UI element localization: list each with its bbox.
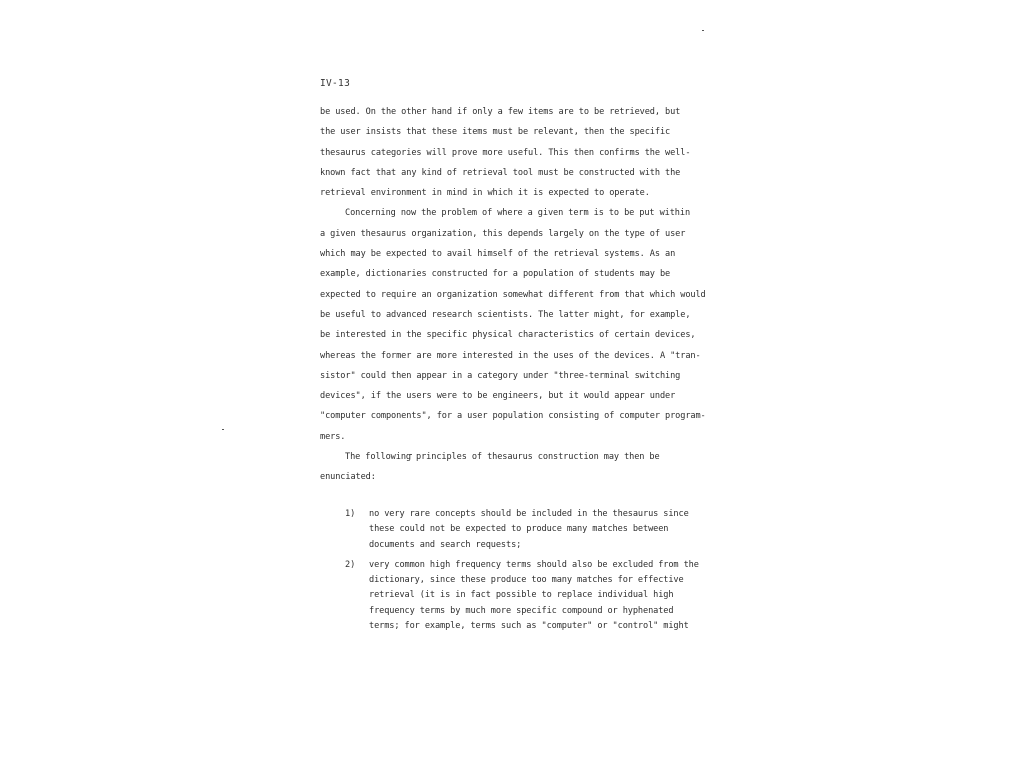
page-number: IV-13 <box>320 78 351 89</box>
text-line: the user insists that these items must be relevant, then the specific <box>320 127 671 138</box>
text-line: frequency terms by much more specific compound or hyphenated <box>369 605 674 616</box>
text-line: no very rare concepts should be included in the thesaurus since <box>369 509 689 519</box>
text-line: known fact that any kind of retrieval tool must be constructed with the <box>320 167 681 178</box>
scan-speck <box>702 30 704 31</box>
paragraph-1 <box>320 102 690 203</box>
text-line: example, dictionaries constructed for a population of students may be <box>320 269 671 280</box>
body-text <box>320 102 706 488</box>
text-line: whereas the former are more interested in the uses of the devices. A "tran- <box>320 350 701 361</box>
text-line: Concerning now the problem of where a given term is to be put within <box>345 208 691 219</box>
paragraph-2 <box>320 203 706 447</box>
text-line: devices", if the users were to be engineers, but it would appear under <box>320 391 676 402</box>
list-item-text <box>369 507 690 553</box>
text-line: retrieval (it is in fact possible to replace individual high <box>369 590 674 601</box>
text-line: documents and search requests; <box>369 539 522 550</box>
text-line: "computer components", for a user population consisting of computer program- <box>320 411 706 422</box>
text-line: enunciated: <box>320 472 376 483</box>
text-line: retrieval environment in mind in which it is expected to operate. <box>320 188 650 199</box>
text-line: these could not be expected to produce many matches between <box>369 524 669 535</box>
principles-list <box>345 507 699 639</box>
text-line: expected to require an organization somewhat different from that which would <box>320 289 706 300</box>
text-line: be useful to advanced research scientists. The latter might, for example, <box>320 309 691 320</box>
list-item <box>345 558 699 634</box>
text-line: The following principles of thesaurus construction may then be <box>345 452 660 463</box>
text-line: be interested in the specific physical characteristics of certain devices, <box>320 330 696 341</box>
list-item-text <box>369 558 699 634</box>
text-line: dictionary, since these produce too many matches for effective <box>369 575 684 586</box>
list-item-number: 2) <box>345 559 356 570</box>
list-item-number: 1) <box>345 509 356 519</box>
text-line: mers. <box>320 431 346 442</box>
list-item <box>345 507 690 553</box>
text-line: a given thesaurus organization, this depends largely on the type of user <box>320 228 686 239</box>
paragraph-3 <box>320 447 690 488</box>
text-line: terms; for example, terms such as "computer" or "control" might <box>369 621 689 632</box>
scan-speck <box>222 429 224 430</box>
text-line: be used. On the other hand if only a few items are to be retrieved, but <box>320 107 681 117</box>
text-line: thesaurus categories will prove more useful. This then confirms the well- <box>320 147 691 158</box>
text-line: sistor" could then appear in a category under "three-terminal switching <box>320 370 681 381</box>
text-line: very common high frequency terms should also be excluded from the <box>369 559 699 570</box>
text-line: which may be expected to avail himself of the retrieval systems. As an <box>320 249 676 260</box>
